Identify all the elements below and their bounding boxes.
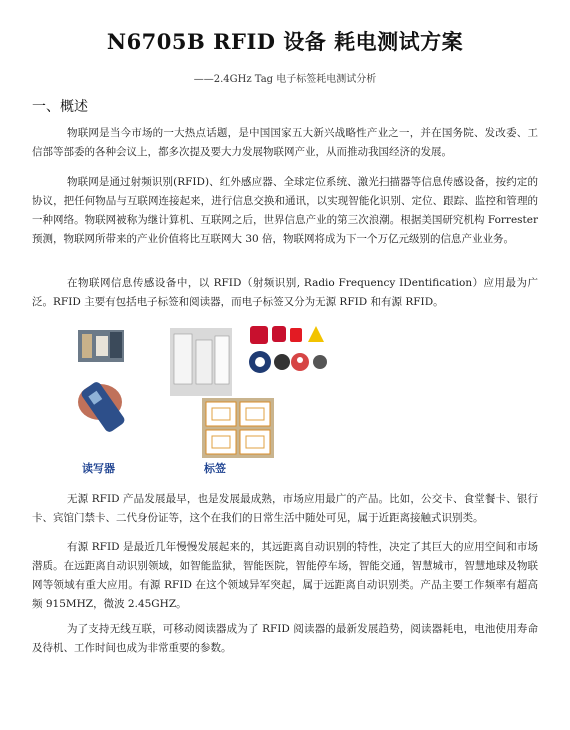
paragraph-5: 有源 RFID 是最近几年慢慢发展起来的，其远距离自动识别的特性，决定了其巨大的应用空间和市场潜质。在远距离自动识别领域，如智能监狱，智能医院，智能停车场，智能交通，智慧城市，智慧地球及物联网等领域有重大应用。有源 RFID 在这个领域异军突起，属于远距离自动识别类。产品主要工作频率有超高频 915MHZ，微波 2.45GHZ。 [32, 541, 538, 610]
paragraph-2: 物联网是通过射频识别(RFID)、红外感应器、全球定位系统、激光扫描器等信息传感设备，按约定的协议，把任何物品与互联网连接起来，进行信息交换和通讯，以实现智能化识别、定位、跟踪、监控和管理的一种网络。物联网被称为继计算机、互联网之后，世界信息产业的第三次浪潮。根据美国研究机构 Forrester 预测，物联网所带来的产业价值将比互联网大 30 倍，物联网将成为下一个万亿元级别的信息产业业务。 [32, 176, 538, 245]
tag-tokens-image [249, 326, 327, 373]
rfid-figure [70, 322, 400, 475]
paragraph-1: 物联网是当今市场的一大热点话题，是中国国家五大新兴战略性产业之一，并在国务院、发改委、工信部等部委的各种会议上，都多次提及要大力发展物联网产业，从而推动我国经济的发展。 [32, 127, 538, 158]
section-heading: 一、概述 [32, 99, 88, 115]
page-title: N6705B RFID 设备 耗电测试方案 [106, 29, 464, 54]
page-subtitle: ——2.4GHz Tag 电子标签耗电测试分析 [193, 74, 377, 85]
paragraph-3: 在物联网信息传感设备中，以 RFID（射频识别, Radio Frequency IDentification）应用最为广泛。RFID 主要有包括电子标签和阅读器，而电子标签又分为无源 RFID 和有源 RFID。 [32, 277, 538, 308]
handheld-reader-image [78, 380, 126, 434]
reader-caption: 读写器 [82, 462, 115, 475]
tag-caption: 标签 [204, 462, 226, 475]
tag-cards-image [202, 398, 274, 458]
paragraph-6: 为了支持无线互联，可移动阅读器成为了 RFID 阅读器的最新发展趋势，阅读器耗电，电池使用寿命及待机、工作时间也成为非常重要的参数。 [32, 623, 538, 654]
tag-labels-image [170, 328, 232, 396]
paragraph-4: 无源 RFID 产品发展最早，也是发展最成熟，市场应用最广的产品。比如，公交卡、食堂餐卡、银行卡、宾馆门禁卡、二代身份证等，这个在我们的日常生活中随处可见，属于近距离接触式识别类。 [32, 493, 538, 524]
rfid-illustration [70, 322, 400, 472]
